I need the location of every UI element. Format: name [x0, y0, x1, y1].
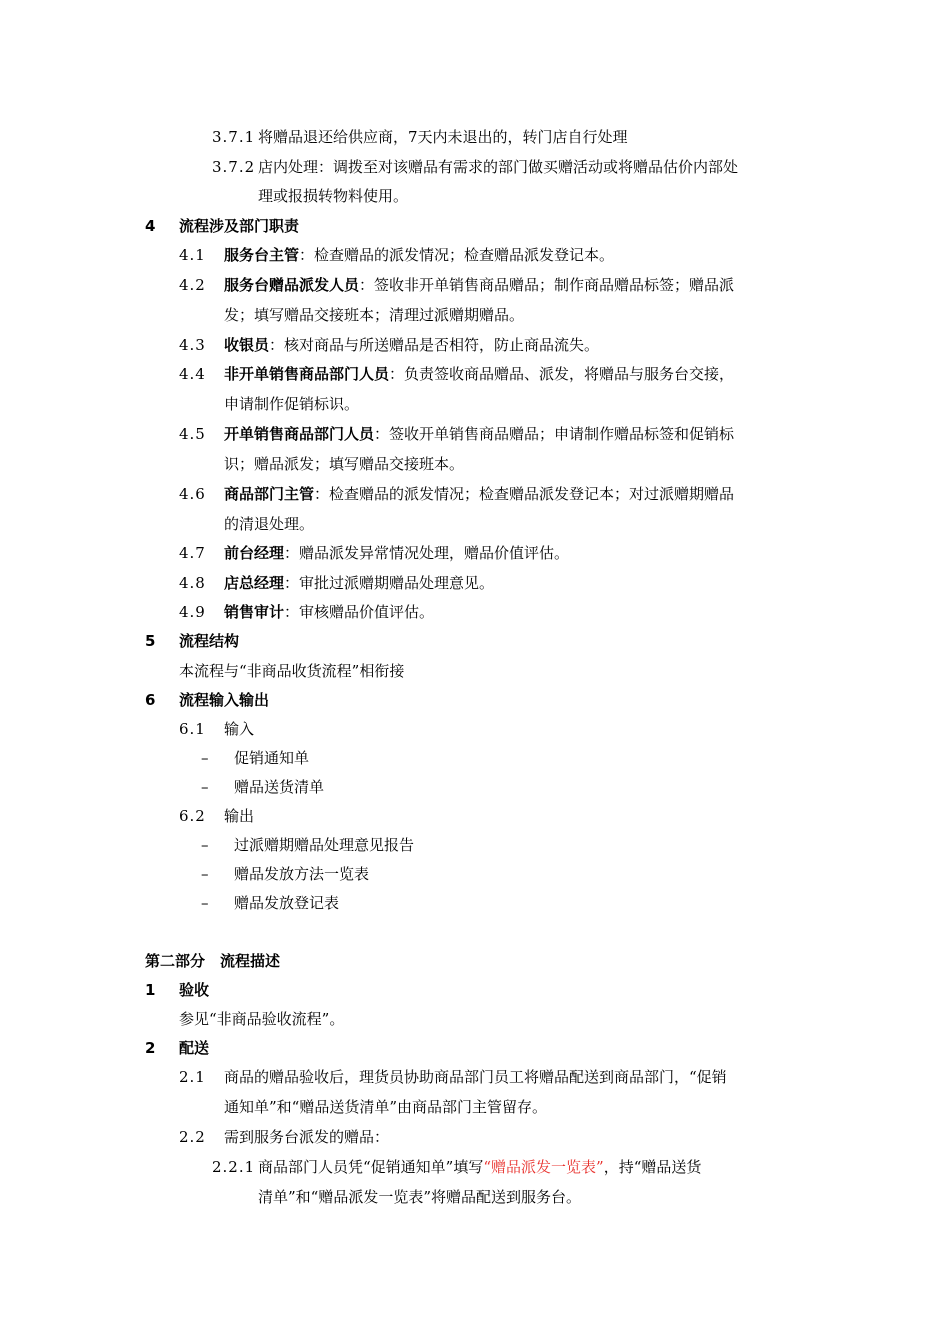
- clause-3-7-2-number: 3.7.2: [212, 158, 256, 176]
- item-4-1-text: 服务台主管：检查赠品的派发情况；检查赠品派发登记本。: [224, 246, 615, 264]
- item-6-1-number: 6.1: [179, 720, 206, 738]
- item-2-1-number: 2.1: [179, 1068, 206, 1086]
- item-4-6-text-cont: 的清退处理。: [224, 515, 315, 533]
- step-1-title: 验收: [179, 981, 210, 999]
- item-4-2-role: 服务台赠品派发人员: [224, 276, 360, 294]
- item-2-1-text: 商品的赠品验收后，理货员协助商品部门员工将赠品配送到商品部门，“促销: [224, 1068, 727, 1086]
- item-4-9-text: 销售审计：审核赠品价值评估。: [224, 603, 435, 621]
- section-5-title: 流程结构: [179, 632, 240, 650]
- item-4-7-number: 4.7: [179, 544, 206, 562]
- item-4-3-number: 4.3: [179, 336, 206, 354]
- item-4-5-text-cont: 识；赠品派发；填写赠品交接班本。: [224, 455, 465, 473]
- item-4-3-text: 收银员：核对商品与所送赠品是否相符，防止商品流失。: [224, 336, 600, 354]
- item-2-2-text: 需到服务台派发的赠品：: [224, 1128, 390, 1146]
- output-item: 赠品发放方法一览表: [234, 865, 370, 883]
- section-4-number: 4: [145, 217, 156, 235]
- step-1-number: 1: [145, 981, 156, 999]
- item-4-4-role: 非开单销售商品部门人员: [224, 365, 390, 383]
- list-bullet: –: [201, 778, 209, 796]
- list-bullet: –: [201, 894, 209, 912]
- input-item: 促销通知单: [234, 749, 310, 767]
- section-5-text: 本流程与“非商品收货流程”相衔接: [179, 662, 405, 680]
- item-4-6-role: 商品部门主管: [224, 485, 315, 503]
- input-item: 赠品送货清单: [234, 778, 325, 796]
- list-bullet: –: [201, 865, 209, 883]
- section-6-number: 6: [145, 691, 156, 709]
- item-4-9-number: 4.9: [179, 603, 206, 621]
- item-2-2-1-number: 2.2.1: [212, 1158, 256, 1176]
- list-bullet: –: [201, 749, 209, 767]
- item-4-3-role: 收银员: [224, 336, 270, 354]
- item-2-1-text-cont: 通知单”和“赠品送货清单”由商品部门主管留存。: [224, 1098, 548, 1116]
- item-4-8-role: 店总经理: [224, 574, 285, 592]
- item-4-1-number: 4.1: [179, 246, 206, 264]
- item-4-1-role: 服务台主管: [224, 246, 300, 264]
- list-bullet: –: [201, 836, 209, 854]
- clause-3-7-1-text: 将赠品退还给供应商，7天内未退出的，转门店自行处理: [258, 128, 628, 146]
- clause-3-7-1-number: 3.7.1: [212, 128, 256, 146]
- section-6-title: 流程输入输出: [179, 691, 270, 709]
- item-4-2-text: 服务台赠品派发人员：签收非开单销售商品赠品；制作商品赠品标签；赠品派: [224, 276, 735, 294]
- item-2-2-1-text-cont: 清单”和“赠品派发一览表”将赠品配送到服务台。: [258, 1188, 582, 1206]
- item-4-6-number: 4.6: [179, 485, 206, 503]
- clause-3-7-2-text-cont: 理或报损转物料使用。: [258, 187, 409, 205]
- part-2-heading: 第二部分 流程描述: [145, 952, 281, 970]
- item-4-5-role: 开单销售商品部门人员: [224, 425, 375, 443]
- step-2-number: 2: [145, 1039, 156, 1057]
- item-4-6-text: 商品部门主管：检查赠品的派发情况；检查赠品派发登记本；对过派赠期赠品: [224, 485, 735, 503]
- item-4-5-text: 开单销售商品部门人员：签收开单销售商品赠品；申请制作赠品标签和促销标: [224, 425, 735, 443]
- item-4-4-text: 非开单销售商品部门人员：负责签收商品赠品、派发，将赠品与服务台交接，: [224, 365, 735, 383]
- item-4-4-text-cont: 申请制作促销标识。: [224, 395, 360, 413]
- item-4-4-number: 4.4: [179, 365, 206, 383]
- item-4-5-number: 4.5: [179, 425, 206, 443]
- output-item: 赠品发放登记表: [234, 894, 340, 912]
- item-4-7-text: 前台经理：赠品派发异常情况处理，赠品价值评估。: [224, 544, 570, 562]
- section-4-title: 流程涉及部门职责: [179, 217, 300, 235]
- item-4-8-number: 4.8: [179, 574, 206, 592]
- item-6-1-label: 输入: [224, 720, 255, 738]
- item-2-2-1-text: 商品部门人员凭“促销通知单”填写“赠品派发一览表”，持“赠品送货: [258, 1158, 702, 1176]
- step-1-text: 参见“非商品验收流程”。: [179, 1010, 345, 1028]
- item-4-8-text: 店总经理：审批过派赠期赠品处理意见。: [224, 574, 495, 592]
- item-4-9-role: 销售审计: [224, 603, 285, 621]
- item-6-2-label: 输出: [224, 807, 255, 825]
- section-5-number: 5: [145, 632, 156, 650]
- step-2-title: 配送: [179, 1039, 210, 1057]
- item-4-2-number: 4.2: [179, 276, 206, 294]
- item-4-2-text-cont: 发；填写赠品交接班本；清理过派赠期赠品。: [224, 306, 525, 324]
- item-4-7-role: 前台经理: [224, 544, 285, 562]
- item-6-2-number: 6.2: [179, 807, 206, 825]
- item-2-2-number: 2.2: [179, 1128, 206, 1146]
- output-item: 过派赠期赠品处理意见报告: [234, 836, 415, 854]
- clause-3-7-2-text: 店内处理：调拨至对该赠品有需求的部门做买赠活动或将赠品估价内部处: [258, 158, 739, 176]
- highlighted-form-name: “赠品派发一览表”: [483, 1158, 604, 1176]
